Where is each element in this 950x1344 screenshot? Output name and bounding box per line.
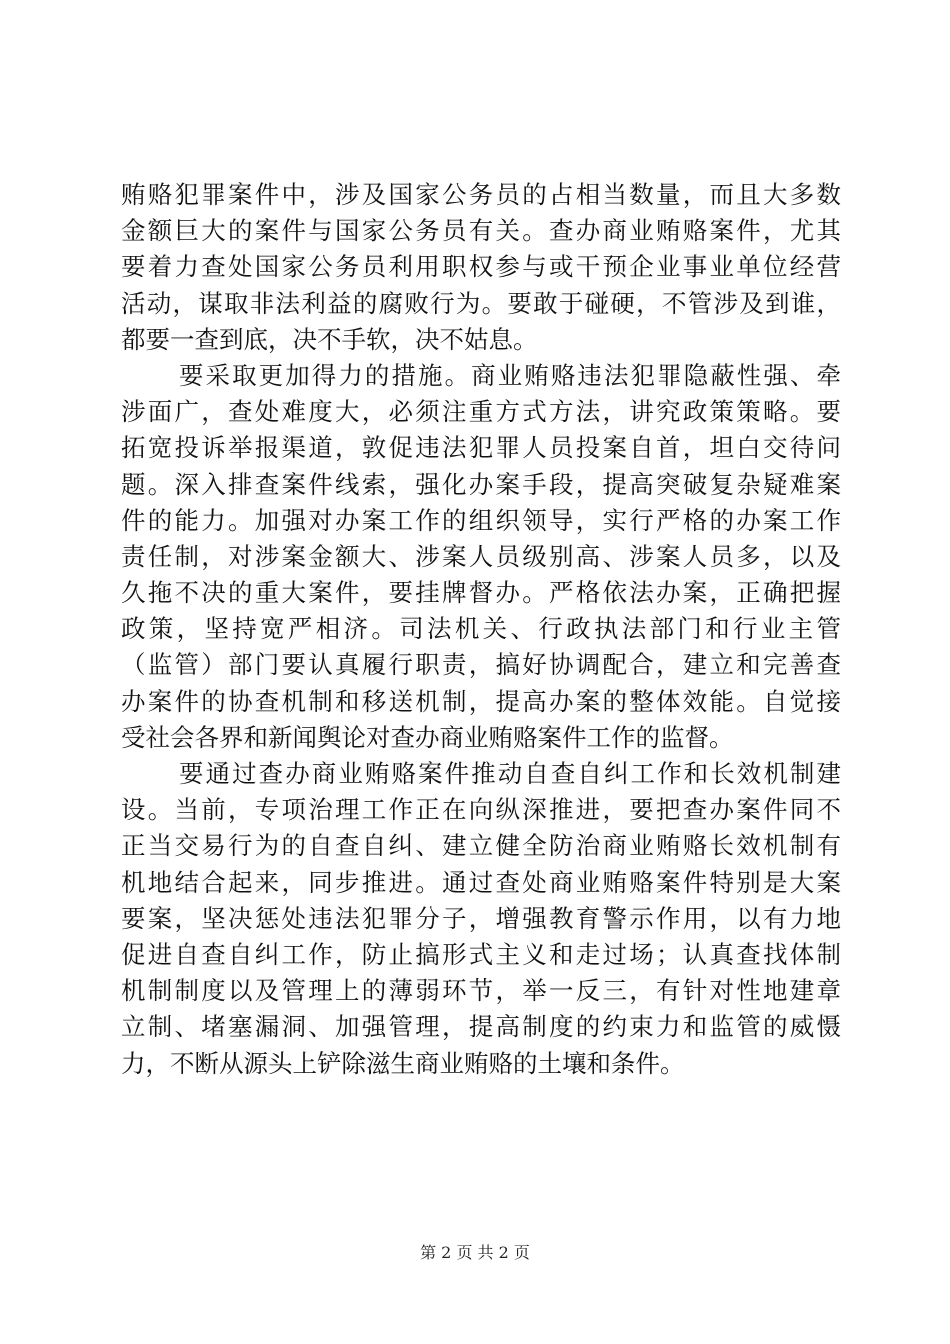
paragraph-line: 受社会各界和新闻舆论对查办商业贿赂案件工作的监督。	[121, 722, 734, 752]
paragraph-line: 要着力查处国家公务员利用职权参与或干预企业事业单位经营	[121, 252, 841, 282]
paragraph	[121, 358, 841, 756]
paragraph-line: 立制、堵塞漏洞、加强管理，提高制度的约束力和监管的威慑	[121, 1012, 841, 1042]
document-body	[121, 177, 841, 1082]
paragraph-line: 活动，谋取非法利益的腐败行为。要敢于碰硬，不管涉及到谁，	[121, 288, 841, 318]
paragraph-line: 件的能力。加强对办案工作的组织领导，实行严格的办案工作	[121, 505, 841, 535]
paragraph-line: 促进自查自纠工作，防止搞形式主义和走过场；认真查找体制	[121, 939, 841, 969]
paragraph-line: 涉面广，查处难度大，必须注重方式方法，讲究政策策略。要	[121, 397, 841, 427]
paragraph-line: 拓宽投诉举报渠道，敦促违法犯罪人员投案自首，坦白交待问	[121, 433, 841, 463]
paragraph-line: 正当交易行为的自查自纠、建立健全防治商业贿赂长效机制有	[121, 831, 841, 861]
paragraph-line: 要通过查办商业贿赂案件推动自查自纠工作和长效机制建	[179, 759, 841, 788]
paragraph-line: 久拖不决的重大案件，要挂牌督办。严格依法办案，正确把握	[121, 578, 841, 608]
paragraph-line: 力，不断从源头上铲除滋生商业贿赂的土壤和条件。	[121, 1048, 685, 1078]
paragraph-line: 机制制度以及管理上的薄弱环节，举一反三，有针对性地建章	[121, 976, 841, 1006]
paragraph-line: 贿赂犯罪案件中，涉及国家公务员的占相当数量，而且大多数	[121, 180, 841, 209]
paragraph-line: 题。深入排查案件线索，强化办案手段，提高突破复杂疑难案	[121, 469, 841, 499]
paragraph	[121, 756, 841, 1082]
paragraph-line: 金额巨大的案件与国家公务员有关。查办商业贿赂案件，尤其	[121, 216, 841, 246]
paragraph-line: 机地结合起来，同步推进。通过查处商业贿赂案件特别是大案	[121, 867, 841, 897]
paragraph-line: 要采取更加得力的措施。商业贿赂违法犯罪隐蔽性强、牵	[179, 360, 841, 390]
paragraph-line: 责任制，对涉案金额大、涉案人员级别高、涉案人员多，以及	[121, 541, 841, 571]
paragraph	[121, 177, 841, 358]
page-footer: 第 2 页 共 2 页	[420, 1243, 530, 1262]
paragraph-line: （监管）部门要认真履行职责，搞好协调配合，建立和完善查	[121, 650, 841, 680]
paragraph-line: 设。当前，专项治理工作正在向纵深推进，要把查办案件同不	[121, 795, 841, 825]
paragraph-line: 政策，坚持宽严相济。司法机关、行政执法部门和行业主管	[121, 614, 841, 644]
paragraph-line: 办案件的协查机制和移送机制，提高办案的整体效能。自觉接	[121, 686, 841, 716]
paragraph-line: 要案，坚决惩处违法犯罪分子，增强教育警示作用，以有力地	[121, 903, 841, 933]
paragraph-line: 都要一查到底，决不手软，决不姑息。	[121, 324, 538, 354]
